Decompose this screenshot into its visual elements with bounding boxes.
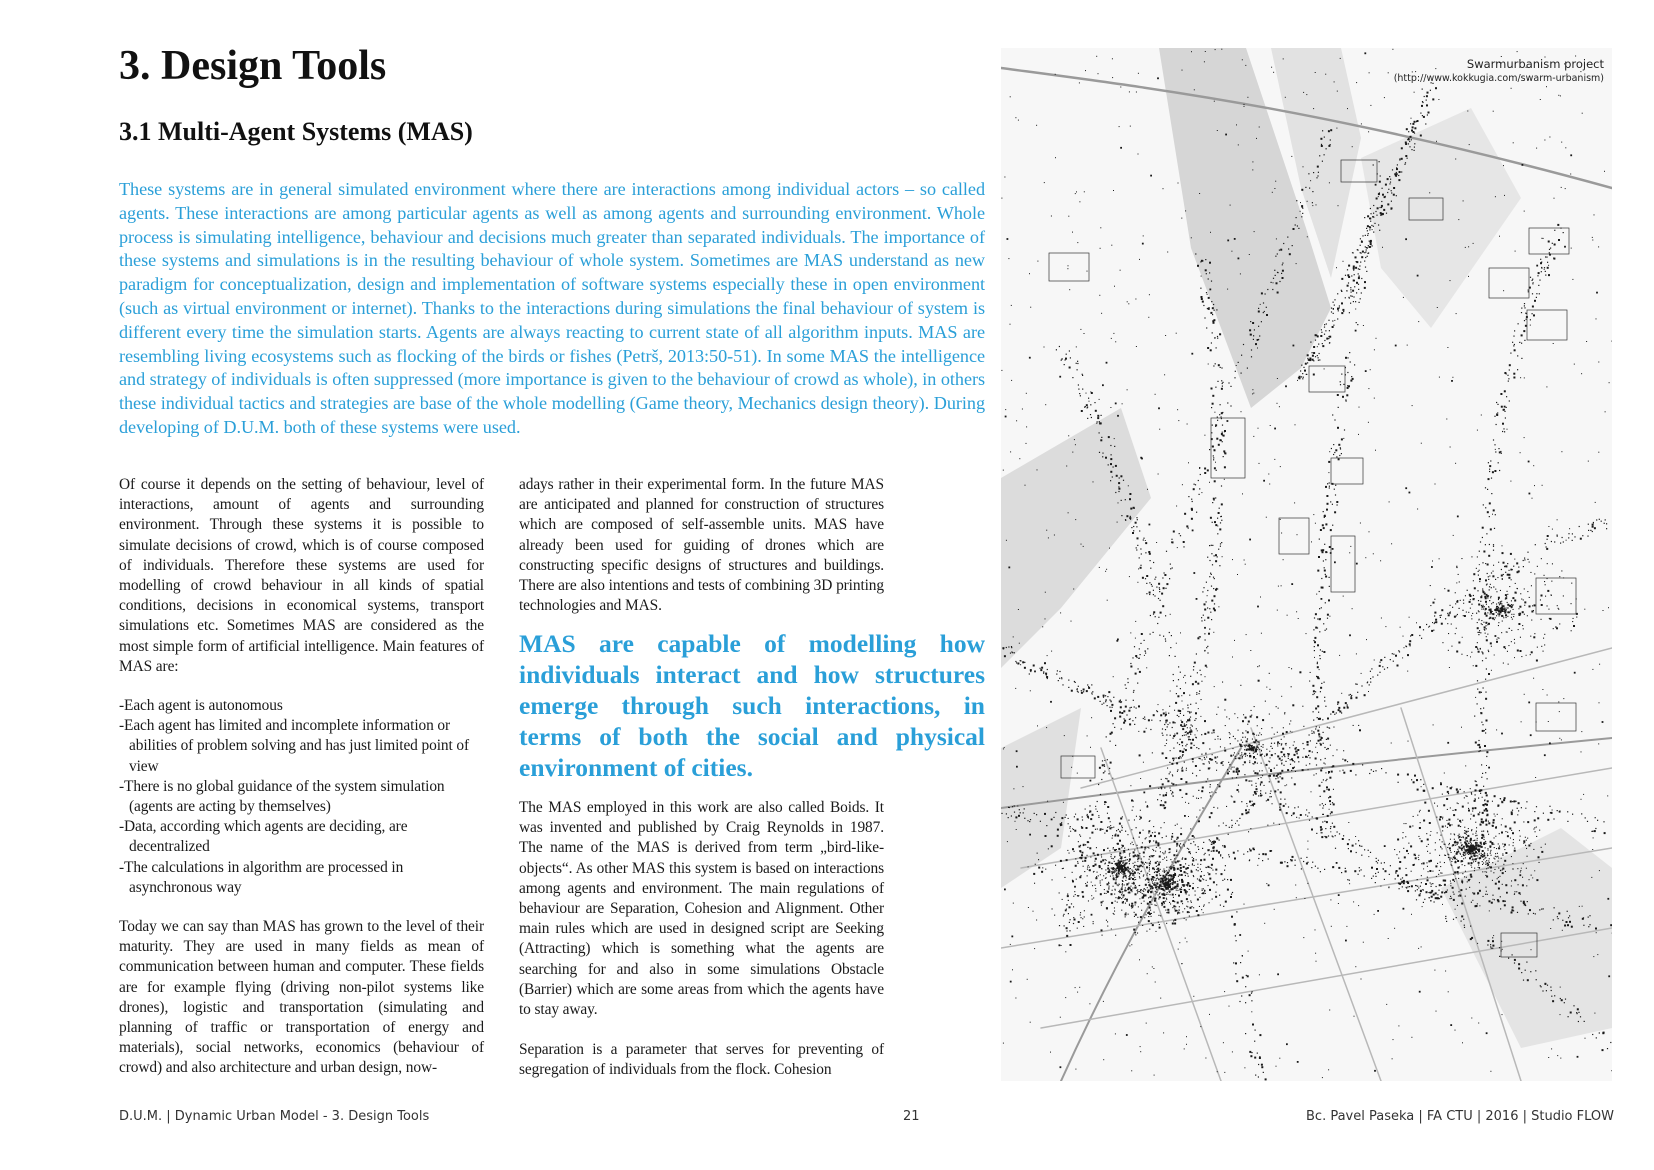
list-item: -Each agent has limited and incomplete information or abilities of problem solving and has just limited point of view bbox=[119, 717, 470, 775]
body-paragraph: The MAS employed in this work are also called Boids. It was invented and published by Craig Reynolds in 1987. The name of the MAS is derived from term „bird-like-objects“. As other MAS this system is based on interactions among agents and environment. The main regulations of behaviour are Separation, Cohesion and Alignment. Other main rules which are used in designed script are Seeking (Attracting) which is something what the agents are searching for and also in some simulations Obstacle (Barrier) which are some areas from which the agents have to stay away. bbox=[519, 799, 884, 1019]
pull-quote: MAS are capable of modelling how individuals interact and how structures emerge through such interactions, in terms of both the social and physical environment of cities. bbox=[519, 629, 985, 782]
footer-right: Bc. Pavel Paseka | FA CTU | 2016 | Studio FLOW bbox=[1306, 1109, 1614, 1124]
page-title: 3. Design Tools bbox=[119, 43, 387, 89]
figure-caption-url: (http://www.kokkugia.com/swarm-urbanism) bbox=[1393, 73, 1604, 84]
text-column-right-bottom bbox=[519, 798, 884, 1081]
section-title: 3.1 Multi-Agent Systems (MAS) bbox=[119, 117, 473, 146]
figure-caption-title: Swarmurbanism project bbox=[1466, 57, 1604, 71]
list-item: -There is no global guidance of the system simulation (agents are acting by themselves) bbox=[119, 777, 445, 816]
list-item: -The calculations in algorithm are processed in asynchronous way bbox=[119, 858, 404, 896]
swarm-simulation-image bbox=[1001, 48, 1612, 1081]
body-paragraph: adays rather in their experimental form. In the future MAS are anticipated and planned for construction of structures which are composed of self-assemble units. MAS have already been used for guiding of drones which are constructing specific designs of structures and buildings. There are also intentions and tests of combining 3D printing technologies and MAS. bbox=[519, 476, 884, 615]
body-paragraph: Of course it depends on the setting of behaviour, level of interactions, amount of agents and surrounding environment. Through these systems it is possible to simulate decisions of crowd, which is of course composed of individuals. Therefore these systems are used for modelling of crowd behaviour in all kinds of spatial conditions, decisions in economical systems, transport simulations etc. Sometimes MAS are considered as the most simple form of artificial intelligence. Main features of MAS are: bbox=[119, 476, 484, 675]
swarm-urbanism-figure bbox=[1001, 48, 1612, 1081]
features-list bbox=[119, 696, 484, 898]
body-paragraph: Today we can say than MAS has grown to the level of their maturity. They are used in many fields as mean of communication between human and computer. These fields are for example flying (driving non-pilot systems like drones), logistic and transportation (simulating and planning of traffic or transportation of energy and materials), social networks, economics (behaviour of crowd) and also architecture and urban design, now- bbox=[119, 918, 484, 1077]
intro-paragraph: These systems are in general simulated environment where there are interactions among individual actors – so called agents. These interactions are among particular agents as well as among agents and surrounding environment. Whole process is simulating intelligence, behaviour and decisions much greater than separated individuals. The importance of these systems and simulations is in the resulting behaviour of whole system. Sometimes are MAS understand as new paradigm for conceptualization, design and implementation of software systems especially these in open environment (such as virtual environment or internet). Thanks to the interactions during simulations the final behaviour of system is different every time the simulation starts. Agents are always reacting to current state of all algorithm inputs. MAS are resembling living ecosystems such as flocking of the birds or fishes (Petrš, 2013:50-51). In some MAS the intelligence and strategy of individuals is often suppressed (more importance is given to the behaviour of crowd as whole), in others these individual tactics and strategies are base of the whole modelling (Game theory, Mechanics design theory). During developing of D.U.M. both of these systems were used. bbox=[119, 179, 985, 437]
list-item: -Data, according which agents are deciding, are decentralized bbox=[119, 818, 408, 856]
body-paragraph: Separation is a parameter that serves for preventing of segregation of individuals from the flock. Cohesion bbox=[519, 1041, 884, 1079]
page-number: 21 bbox=[903, 1109, 920, 1124]
text-column-right-top bbox=[519, 475, 884, 616]
footer-left: D.U.M. | Dynamic Urban Model - 3. Design Tools bbox=[119, 1109, 430, 1124]
text-column-left bbox=[119, 475, 484, 1079]
figure-caption bbox=[1394, 56, 1604, 85]
list-item: -Each agent is autonomous bbox=[119, 697, 283, 715]
